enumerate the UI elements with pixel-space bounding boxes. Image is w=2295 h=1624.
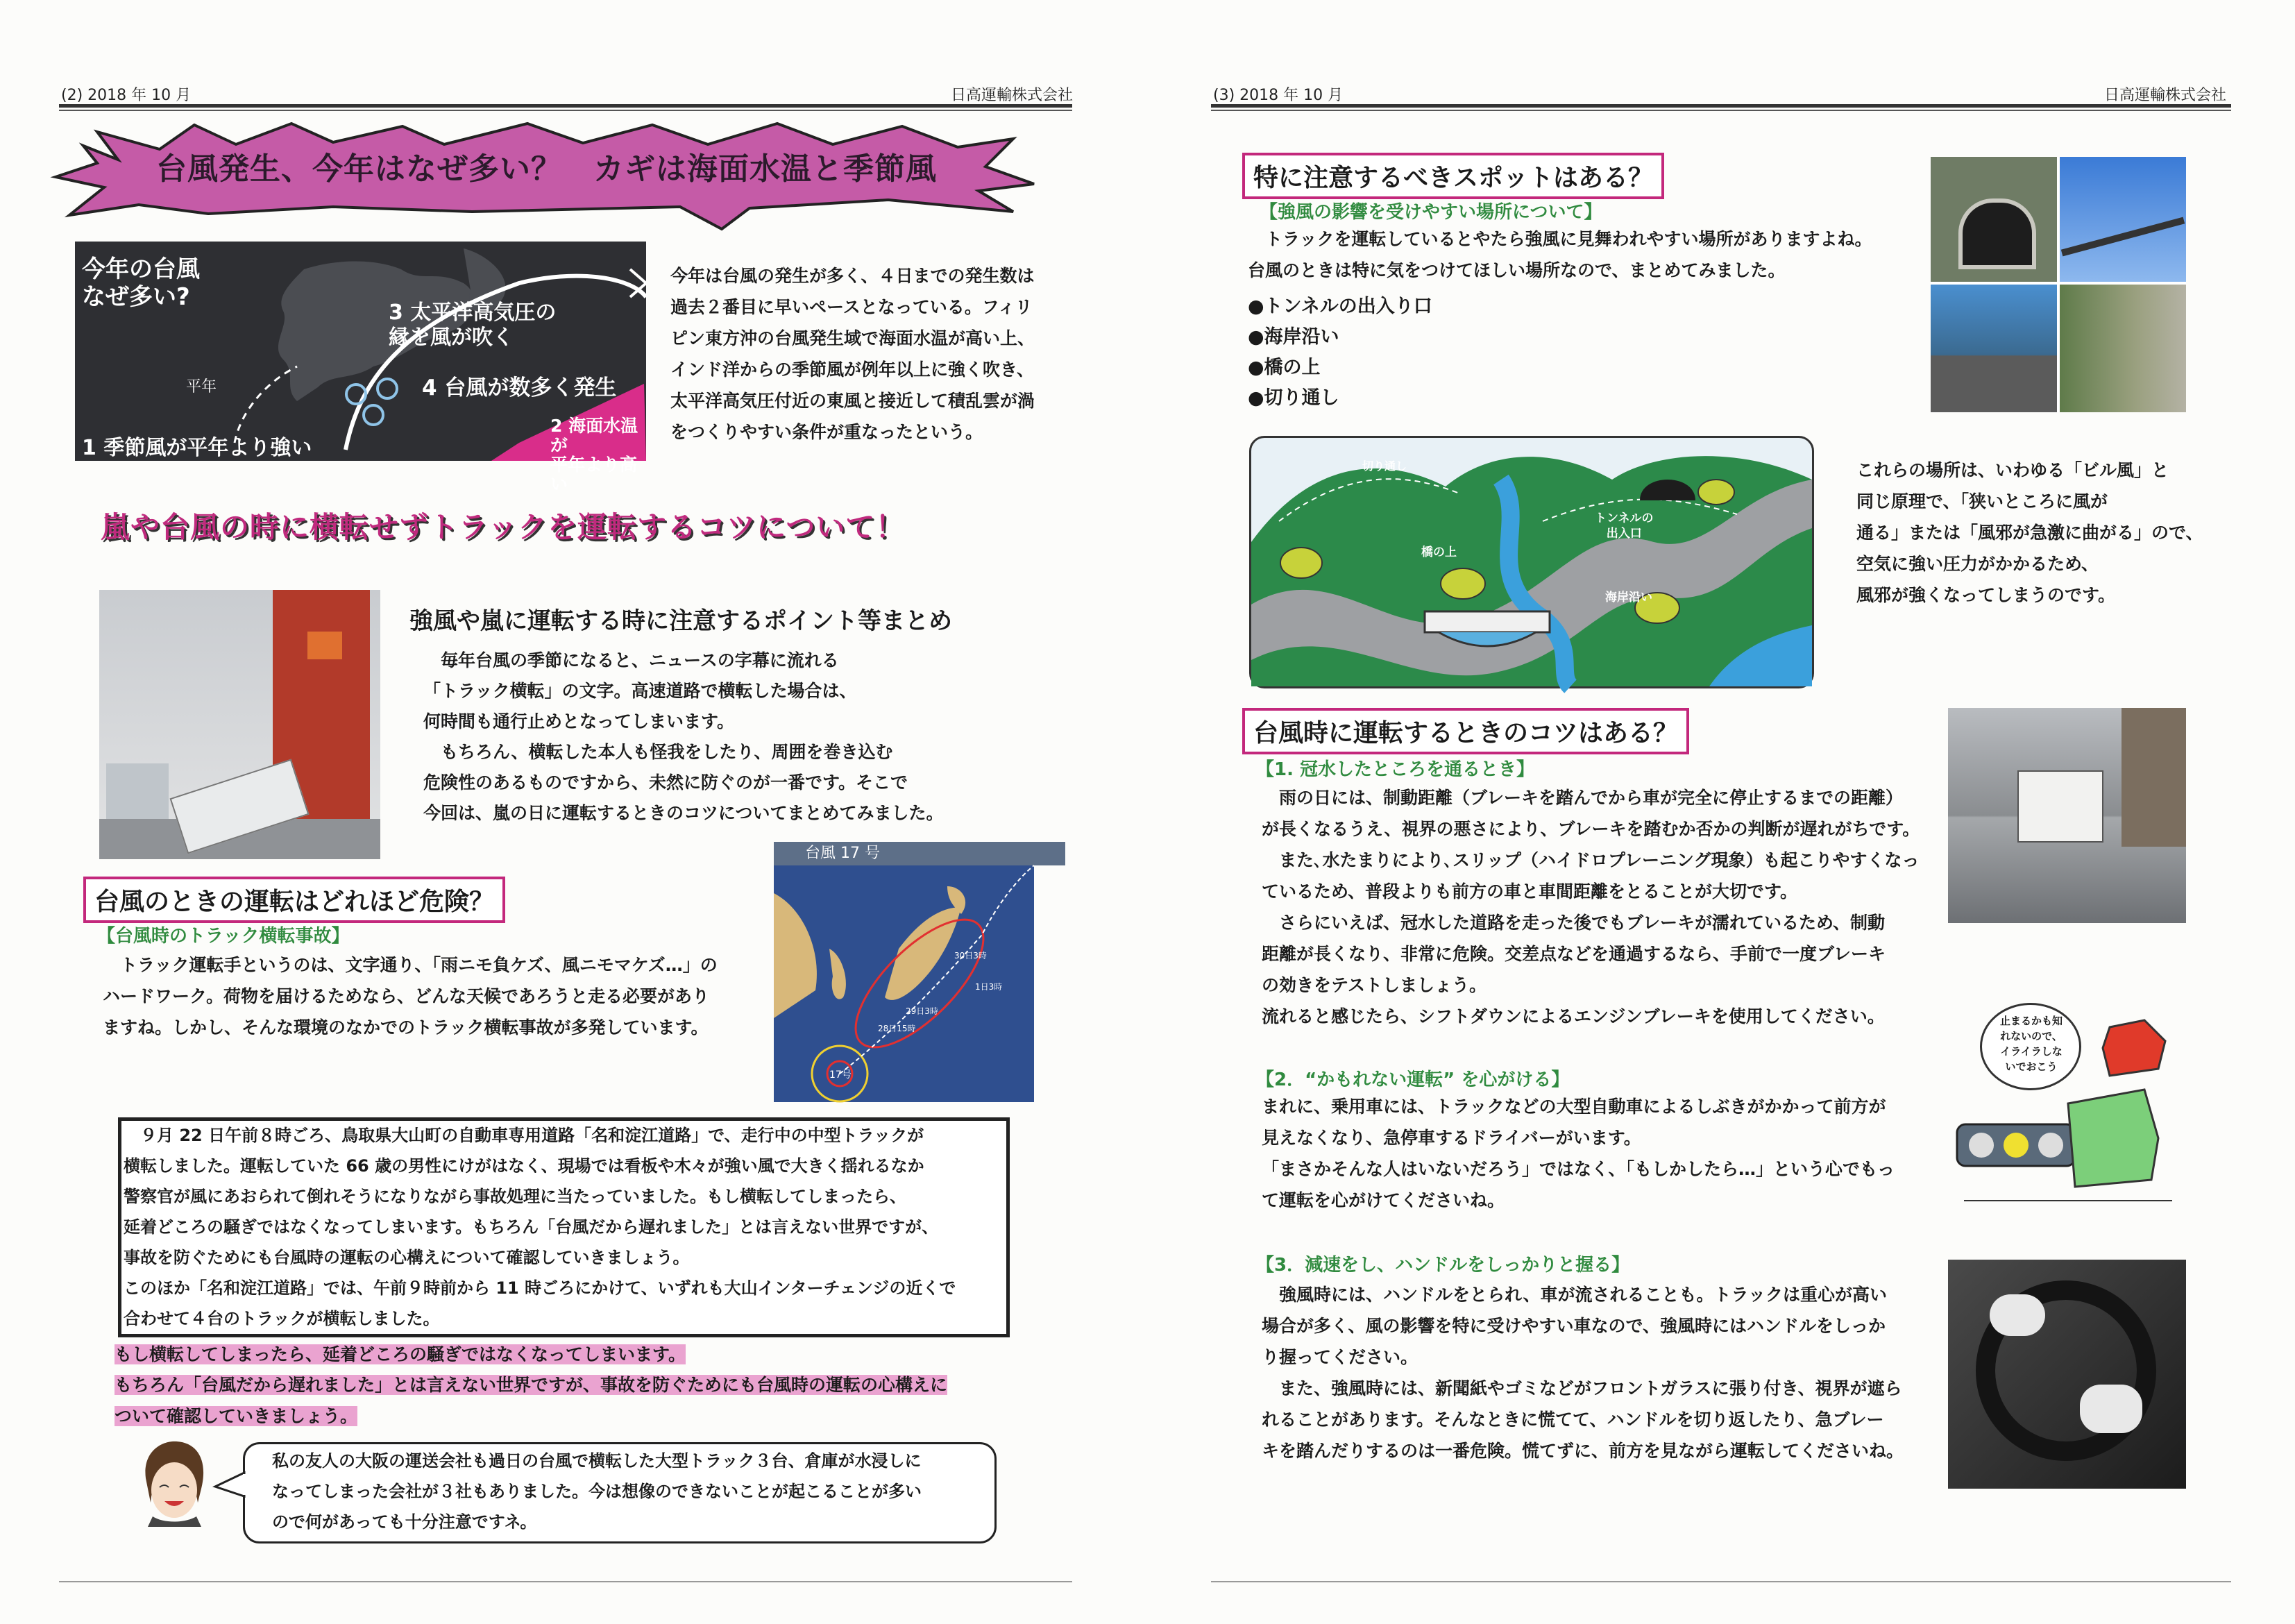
spots-photo-collage	[1931, 157, 2186, 412]
right-page-header-company: 日高運輸株式会社	[2104, 87, 2227, 104]
map-title-line1: 今年の台風	[82, 255, 200, 283]
map-label-3: 3 太平洋高気圧の 縁を風が吹く	[389, 301, 557, 350]
left-page-header-date: (2) 2018 年 10 月	[61, 87, 192, 104]
spots-section-box: 特に注意するべきスポットはある？	[1242, 153, 1664, 199]
tip2-heading: 【2．“かもれない運転” を心がける】	[1256, 1069, 1570, 1090]
illus-label-coast: 海岸沿い	[1605, 591, 1652, 604]
right-page-header-date: (3) 2018 年 10 月	[1213, 87, 1344, 104]
highlight-text-2: もちろん「台風だから遅れました」とは言えない世界ですが、事故を防ぐためにも台風時の運転の心構えに	[115, 1375, 948, 1395]
typhoon-map-label-30: 30日3時	[954, 951, 987, 961]
danger-text: トラック運転手というのは、文字通り、「雨ニモ負ケズ、風ニモマケズ…」の ハードワーク。荷物を届けるためなら、どんな天候であろうと走る必要があり ますね。しかし、そんな環境のなかでのトラック横転事故が多発しています。	[103, 955, 718, 1038]
spots-item-bridge: ●橋の上	[1248, 357, 1321, 378]
typhoon-map-title: 台風 17 号	[774, 842, 1065, 865]
illus-label-bridge: 橋の上	[1421, 545, 1457, 559]
banner-title: 台風発生、今年はなぜ多い？ カギは海面水温と季節風	[156, 151, 937, 187]
bridge-photo	[2060, 157, 2186, 282]
typhoon-17-track-map	[774, 842, 1034, 1102]
spots-item-tunnel: ●トンネルの出入り口	[1248, 296, 1432, 317]
typhoon-map-label-17: 17号	[829, 1069, 852, 1081]
map-label-1: 1 季節風が平年より強い	[82, 436, 312, 460]
left-footer-rule	[59, 1581, 1072, 1582]
right-page	[1152, 0, 2295, 1624]
left-header-rule	[59, 104, 1072, 108]
steering-wheel-photo	[1948, 1260, 2186, 1489]
left-page-header-company: 日高運輸株式会社	[951, 87, 1074, 104]
map-title-line2: なぜ多い?	[82, 283, 190, 311]
danger-section-box: 台風のときの運転はどれほど危険？	[83, 877, 505, 923]
swirl-icon	[339, 373, 415, 429]
left-page	[0, 0, 1138, 1624]
spots-item-coast: ●海岸沿い	[1248, 326, 1339, 348]
cut-road-photo	[2060, 285, 2186, 412]
speech-bubble-text: 私の友人の大阪の運送会社も過日の台風で横転した大型トラック３台、倉庫が水浸しに なってしまった会社が３社もありました。今は想像のできないことが起こることが多い ので何があっても十分注意ですネ。	[272, 1451, 922, 1532]
tunnel-photo	[1931, 157, 2057, 282]
highlight-text-1: もし横転してしまったら、延着どころの騒ぎではなくなってしまいます。	[115, 1344, 686, 1364]
author-avatar	[135, 1440, 212, 1527]
spots-item-cut: ●切り通し	[1248, 387, 1339, 409]
typhoon-map-label-28: 28日15時	[878, 1024, 916, 1033]
highlight-line-2	[115, 1372, 947, 1398]
typhoon-map-label-29: 29日3時	[906, 1006, 938, 1016]
map-label-4: 4 台風が数多く発生	[422, 375, 617, 400]
typhoon-map-label-1: 1日3時	[975, 982, 1003, 992]
right-header-rule-thin	[1211, 110, 2231, 111]
coast-photo	[1931, 285, 2057, 412]
tip2-text: まれに、乗用車には、トラックなどの大型自動車によるしぶきがかかって前方が 見えなくなり、急停車するドライバーがいます。 「まさかそんな人はいないだろう」ではなく、「もしかしたら…」という心でもっ て運転を心がけてくださいね。	[1262, 1097, 1895, 1210]
map-label-heinen: 平年	[186, 378, 217, 396]
map-label-2: 2 海面水温が 平年より高い	[550, 416, 638, 494]
tip3-heading: 【3．減速をし、ハンドルをしっかりと握る】	[1256, 1255, 1630, 1276]
intro-text: 今年は台風の発生が多く、４日までの発生数は 過去２番目に早いペースとなっている。フィリ ピン東方沖の台風発生域で海面水温が高い上、 インド洋からの季節風が例年以上に強く吹き、 太平洋高気圧付近の東風と接近して積乱雲が渦 をつくりやすい条件が重なったという。	[670, 266, 1035, 442]
illus-label-tunnel: トンネルの 出入口	[1595, 511, 1654, 541]
windy-spots-illustration	[1249, 436, 1814, 688]
tips-section-box: 台風時に運転するときのコツはある？	[1242, 708, 1689, 754]
typhoon-cause-map-graphic	[75, 242, 646, 494]
spots-text: トラックを運転しているとやたら強風に見舞われやすい場所がありますよね。 台風のときは特に気をつけてほしい場所なので、まとめてみました。	[1248, 229, 1872, 280]
highlight-line-1	[115, 1342, 686, 1368]
speech-bubble-tail	[215, 1471, 246, 1499]
overturned-truck-photo	[99, 590, 380, 859]
highlight-text-3: ついて確認していきましょう。	[115, 1406, 358, 1426]
highlight-line-3	[115, 1403, 357, 1430]
section-text: 毎年台風の季節になると、ニュースの字幕に流れる 「トラック横転」の文字。高速道路で横転した場合は、 何時間も通行止めとなってしまいます。 もちろん、横転した本人も怪我をしたり、周囲を巻き込む 危険性のあるものですから、未然に防ぐのが一番です。そこで 今回は、嵐の日に運転するときのコツについてまとめてみました。	[423, 650, 944, 823]
illus-label-cut: 切り通し	[1362, 459, 1407, 473]
tip2-bubble-text: 止まるかも知 れないので、 イライラしな いでおこう	[1999, 1015, 2063, 1073]
left-header-rule-thin	[59, 110, 1072, 111]
right-header-rule	[1211, 104, 2231, 108]
section-heading: 強風や嵐に運転する時に注意するポイント等まとめ	[409, 607, 952, 635]
flooded-street-photo	[1948, 708, 2186, 923]
tip1-text: 雨の日には、制動距離（ブレーキを踏んでから車が完全に停止するまでの距離） が長くなるうえ、視界の悪さにより、ブレーキを踏むか否かの判断が遅れがちです。 また､水たまりにより､スリップ（ハイドロプレーニング現象）も起こりやすくなっ ているため、普段よりも前方の車と車間距離をとることが大切です。 さらにいえば、冠水した道路を走った後でもブレーキが濡れているため、制動 距離が長くなり、非常に危険。交差点などを通過するなら、手前で一度ブレーキ の効きをテストしましょう。 流れると感じたら、シフトダウンによるエンジンブレーキを使用してください。	[1262, 788, 1920, 1026]
spots-list	[1248, 291, 1432, 414]
tip3-text: 強風時には、ハンドルをとられ、車が流されることも。トラックは重心が高い 場合が多く、風の影響を特に受けやすい車なので、強風時にはハンドルをしっか り握ってください。 また、強風時には、新聞紙やゴミなどがフロントガラスに張り付き、視界が遮ら れることがあります。そんなときに慌てて、ハンドルを切り返したり、急ブレー キを踏んだりするのは一番危険。慌てずに、前方を見ながら運転してくださいね。	[1262, 1285, 1904, 1461]
building-wind-text: これらの場所は、いわゆる「ビル風」と 同じ原理で、「狭いところに風が 通る」または「風邪が急激に曲がる」ので、 空気に強い圧力がかかるため、 風邪が強くなってしまうのです。	[1856, 460, 2203, 605]
accident-news-text: ９月 22 日午前８時ごろ、鳥取県大山町の自動車専用道路「名和淀江道路」で、走行中の中型トラックが 横転しました。運転していた 66 歳の男性にけがはなく、現場では看板や木々が強い風で大きく揺れるなか 警察官が風にあおられて倒れそうになりながら事故処理に当たっていました。もし横転してしまったら、 延着どころの騒ぎではなくなってしまいます。もちろん「台風だから遅れました」とは言えない世界ですが、 事故を防ぐためにも台風時の運転の心構えについて確認していきましょう。 このほか「名和淀江道路」では、午前９時前から 11 時ごろにかけて、いずれも大山インターチェンジの近くで 合わせて４台のトラックが横転しました。	[124, 1126, 956, 1328]
tip1-heading: 【1. 冠水したところを通るとき】	[1256, 759, 1535, 780]
main-heading: 嵐や台風の時に横転せずトラックを運転するコツについて！	[101, 510, 906, 544]
danger-subheading: 【台風時のトラック横転事故】	[97, 926, 350, 947]
spots-subheading: 【強風の影響を受けやすい場所について】	[1260, 202, 1602, 223]
right-footer-rule	[1211, 1581, 2231, 1582]
